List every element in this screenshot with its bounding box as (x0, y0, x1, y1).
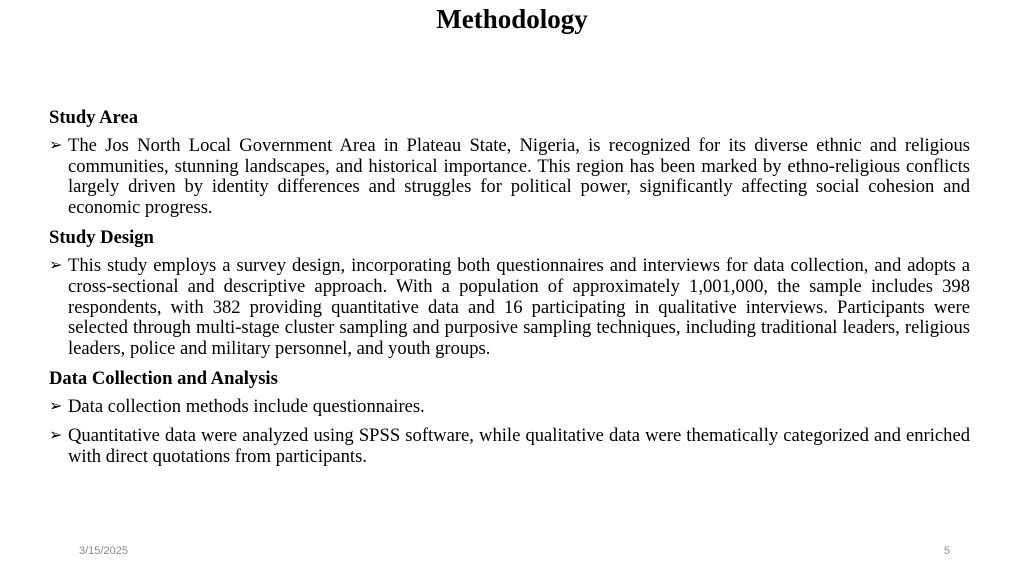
bullet-text: Quantitative data were analyzed using SPSS software, while qualitative data were thematically categorized and enriched with direct quotations from participants. (68, 424, 970, 467)
arrow-bullet-icon: ➢ (49, 137, 63, 154)
arrow-bullet-icon: ➢ (49, 398, 63, 416)
page-number: 5 (943, 545, 950, 557)
bullet-text: This study employs a survey design, incorporating both questionnaires and interviews for data collection, and adopts a cross-sectional and descriptive approach. With a population of approximately 1,001,000, the sample includes 398 respondents, with 382 providing quantitative data and 16 participating in qualitative interviews. Participants were selected through multi-stage cluster sampling and purposive sampling techniques, including traditional leaders, religious leaders, police and military personnel, and youth groups. (68, 255, 970, 359)
bullet-item (49, 256, 970, 359)
bullet-text: The Jos North Local Government Area in Plateau State, Nigeria, is recognized for its diverse ethnic and religious communities, stunning landscapes, and historical importance. This region has been marked by ethno-religious conflicts largely driven by identity differences and struggles for political power, significantly affecting social cohesion and economic progress. (68, 135, 970, 218)
bullet-item (49, 397, 970, 418)
section-heading-data-collection: Data Collection and Analysis (49, 368, 278, 390)
arrow-bullet-icon: ➢ (49, 426, 63, 444)
footer-date: 3/15/2025 (79, 545, 128, 557)
arrow-bullet-icon: ➢ (49, 257, 63, 275)
bullet-text: Data collection methods include questionnaires. (68, 396, 425, 418)
bullet-item (49, 426, 970, 467)
slide-content (49, 106, 970, 475)
bullet-item (49, 136, 970, 218)
section-heading-study-design: Study Design (49, 227, 154, 249)
slide-title: Methodology (436, 4, 588, 34)
section-heading-study-area: Study Area (49, 107, 139, 128)
